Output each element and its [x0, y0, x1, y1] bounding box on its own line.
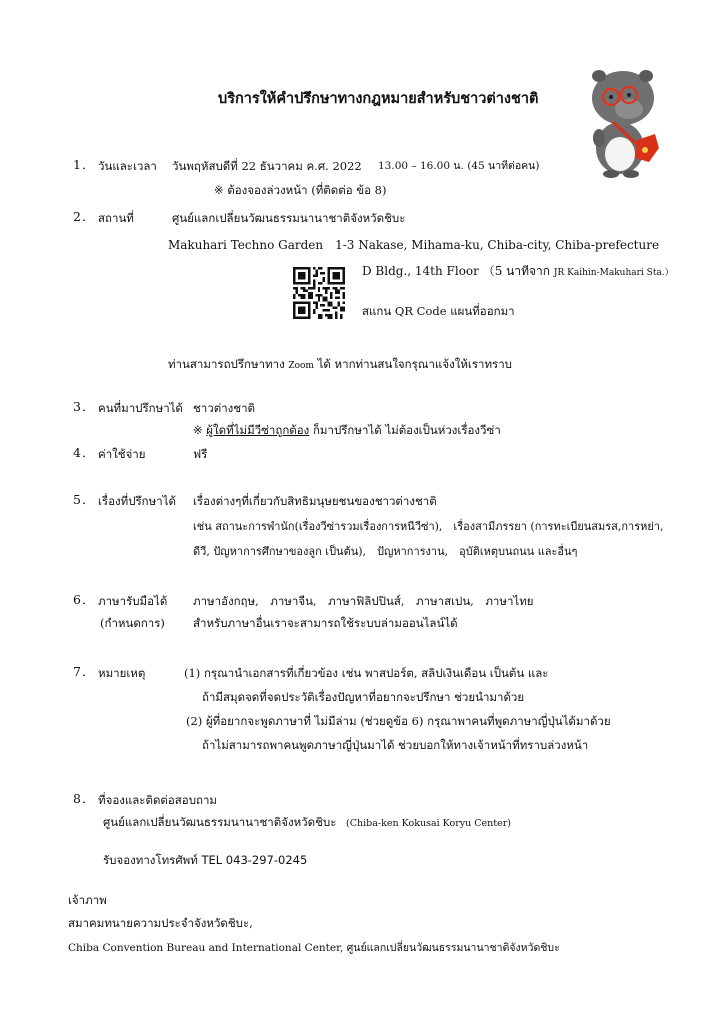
- reservation-note: ※ ต้องจองล่วงหน้า (ที่ติดต่อ ข้อ 8): [214, 183, 387, 197]
- section-6-number: 6．: [73, 592, 96, 607]
- languages-list: ภาษาอังกฤษ, ภาษาจีน, ภาษาฟิลิปปินส์, ภาษาสเปน, ภาษาไทย: [193, 594, 534, 608]
- section-7-label: หมายเหตุ: [98, 666, 146, 680]
- section-2-label: สถานที่: [98, 211, 134, 225]
- building-floor: D Bldg., 14th Floor: [362, 264, 479, 278]
- zoom-word: Zoom: [288, 361, 314, 371]
- venue-name: ศูนย์แลกเปลี่ยนวัฒนธรรมนานาชาติจังหวัดชิบะ: [172, 211, 406, 225]
- section-5-label: เรื่องที่ปรึกษาได้: [98, 494, 176, 508]
- walk-time: （5 นาทีจาก: [482, 264, 551, 278]
- section-4-number: 4．: [73, 445, 96, 460]
- page-title: บริการให้คำปรึกษาทางกฎหมายสำหรับชาวต่างชาติ: [218, 90, 539, 107]
- phone-booking-label: รับจองทางโทรศัพท์: [103, 853, 198, 867]
- visa-note-mark: ※: [193, 423, 203, 437]
- visa-note-underlined: ผู้ใดที่ไม่มีวีซ่าถูกต้อง: [206, 423, 310, 437]
- qr-caption: สแกน QR Code แผนที่ออกมา: [362, 304, 515, 318]
- visa-note-rest: ก็มาปรึกษาได้ ไม่ต้องเป็นห่วงเรื่องวีซ่า: [312, 423, 501, 437]
- section-5-number: 5．: [73, 492, 96, 507]
- section-6-sublabel: (กำหนดการ): [100, 616, 165, 630]
- contact-center-name: ศูนย์แลกเปลี่ยนวัฒนธรรมนานาชาติจังหวัดชิบะ: [103, 815, 337, 829]
- contact-center: [103, 815, 511, 831]
- note-1-line-1: (1) กรุณานำเอกสารที่เกี่ยวข้อง เช่น พาสปอร์ต, สลิปเงินเดือน เป็นต้น และ: [184, 666, 549, 680]
- contact-center-english: (Chiba-ken Kokusai Koryu Center): [346, 818, 511, 829]
- phone-number[interactable]: TEL 043-297-0245: [201, 853, 308, 867]
- section-8-number: 8．: [73, 791, 96, 806]
- section-8-label: ที่จองและติดต่อสอบถาม: [98, 793, 218, 807]
- mascot-icon: [583, 64, 665, 178]
- note-1-line-2: ถ้ามีสมุดจดที่จดประวัติเรื่องปัญหาที่อยากจะปรึกษา ช่วยนำมาด้วย: [202, 690, 525, 704]
- topics-line-1: เรื่องต่างๆที่เกี่ยวกับสิทธิมนุษยชนของชาวต่างชาติ: [193, 494, 437, 508]
- event-date: วันพฤหัสบดีที่ 22 ธันวาคม ค.ศ. 2022: [172, 159, 362, 173]
- phone-booking: [103, 853, 307, 867]
- topics-line-2: เช่น สถานะการพำนัก(เรื่องวีซ่ารวมเรื่องการหนีวีซ่า), เรื่องสามีภรรยา (การทะเบียนสมรส,การหย่า,: [193, 520, 664, 533]
- section-2-number: 2．: [73, 209, 96, 224]
- host-label: เจ้าภาพ: [68, 893, 107, 907]
- section-1-label: วันและเวลา: [98, 159, 157, 173]
- section-6-label: ภาษารับมือได้: [98, 594, 168, 608]
- section-3-number: 3．: [73, 399, 96, 414]
- nearest-station: JR Kaihin-Makuhari Sta.）: [553, 268, 674, 278]
- other-languages-note: สำหรับภาษาอื่นเราจะสามารถใช้ระบบล่ามออนไลน์ได้: [193, 616, 458, 630]
- section-3-label: คนที่มาปรึกษาได้: [98, 401, 183, 415]
- venue-address: Makuhari Techno Garden 1-3 Nakase, Mihama-ku, Chiba-city, Chiba-prefecture: [168, 238, 660, 252]
- section-7-number: 7．: [73, 664, 96, 679]
- host-line-2: Chiba Convention Bureau and International Center, ศูนย์แลกเปลี่ยนวัฒนธรรมนานาชาติจังหวัดชิบะ: [68, 942, 560, 954]
- host-line-1: สมาคมทนายความประจำจังหวัดชิบะ,: [68, 916, 253, 930]
- event-time: 13.00 – 16.00 น. (45 นาทีต่อคน): [378, 160, 540, 172]
- topics-line-3: ดีวี, ปัญหาการศึกษาของลูก เป็นต้น), ปัญหาการงาน, อุบัติเหตุบนถนน และอื่นๆ: [193, 545, 578, 558]
- note-2-line-1: (2) ผู้ที่อยากจะพูดภาษาที่ ไม่มีล่าม (ช่วยดูข้อ 6) กรุณาพาคนที่พูดภาษาญี่ปุ่นได้มาด้วย: [186, 714, 611, 728]
- note-2-line-2: ถ้าไม่สามารถพาคนพูดภาษาญี่ปุ่นมาได้ ช่วยบอกให้ทางเจ้าหน้าที่ทราบล่วงหน้า: [202, 738, 589, 752]
- zoom-note-end: ได้ หากท่านสนใจกรุณาแจ้งให้เราทราบ: [317, 357, 512, 371]
- zoom-note: [168, 357, 512, 373]
- fee-value: ฟรี: [193, 447, 208, 461]
- venue-building: [362, 264, 674, 280]
- eligible-persons: ชาวต่างชาติ: [193, 401, 255, 415]
- zoom-note-start: ท่านสามารถปรึกษาทาง: [168, 357, 285, 371]
- section-4-label: ค่าใช้จ่าย: [98, 447, 146, 461]
- qr-code-icon[interactable]: [293, 267, 345, 319]
- section-1-number: 1．: [73, 157, 96, 172]
- visa-note: [193, 423, 501, 437]
